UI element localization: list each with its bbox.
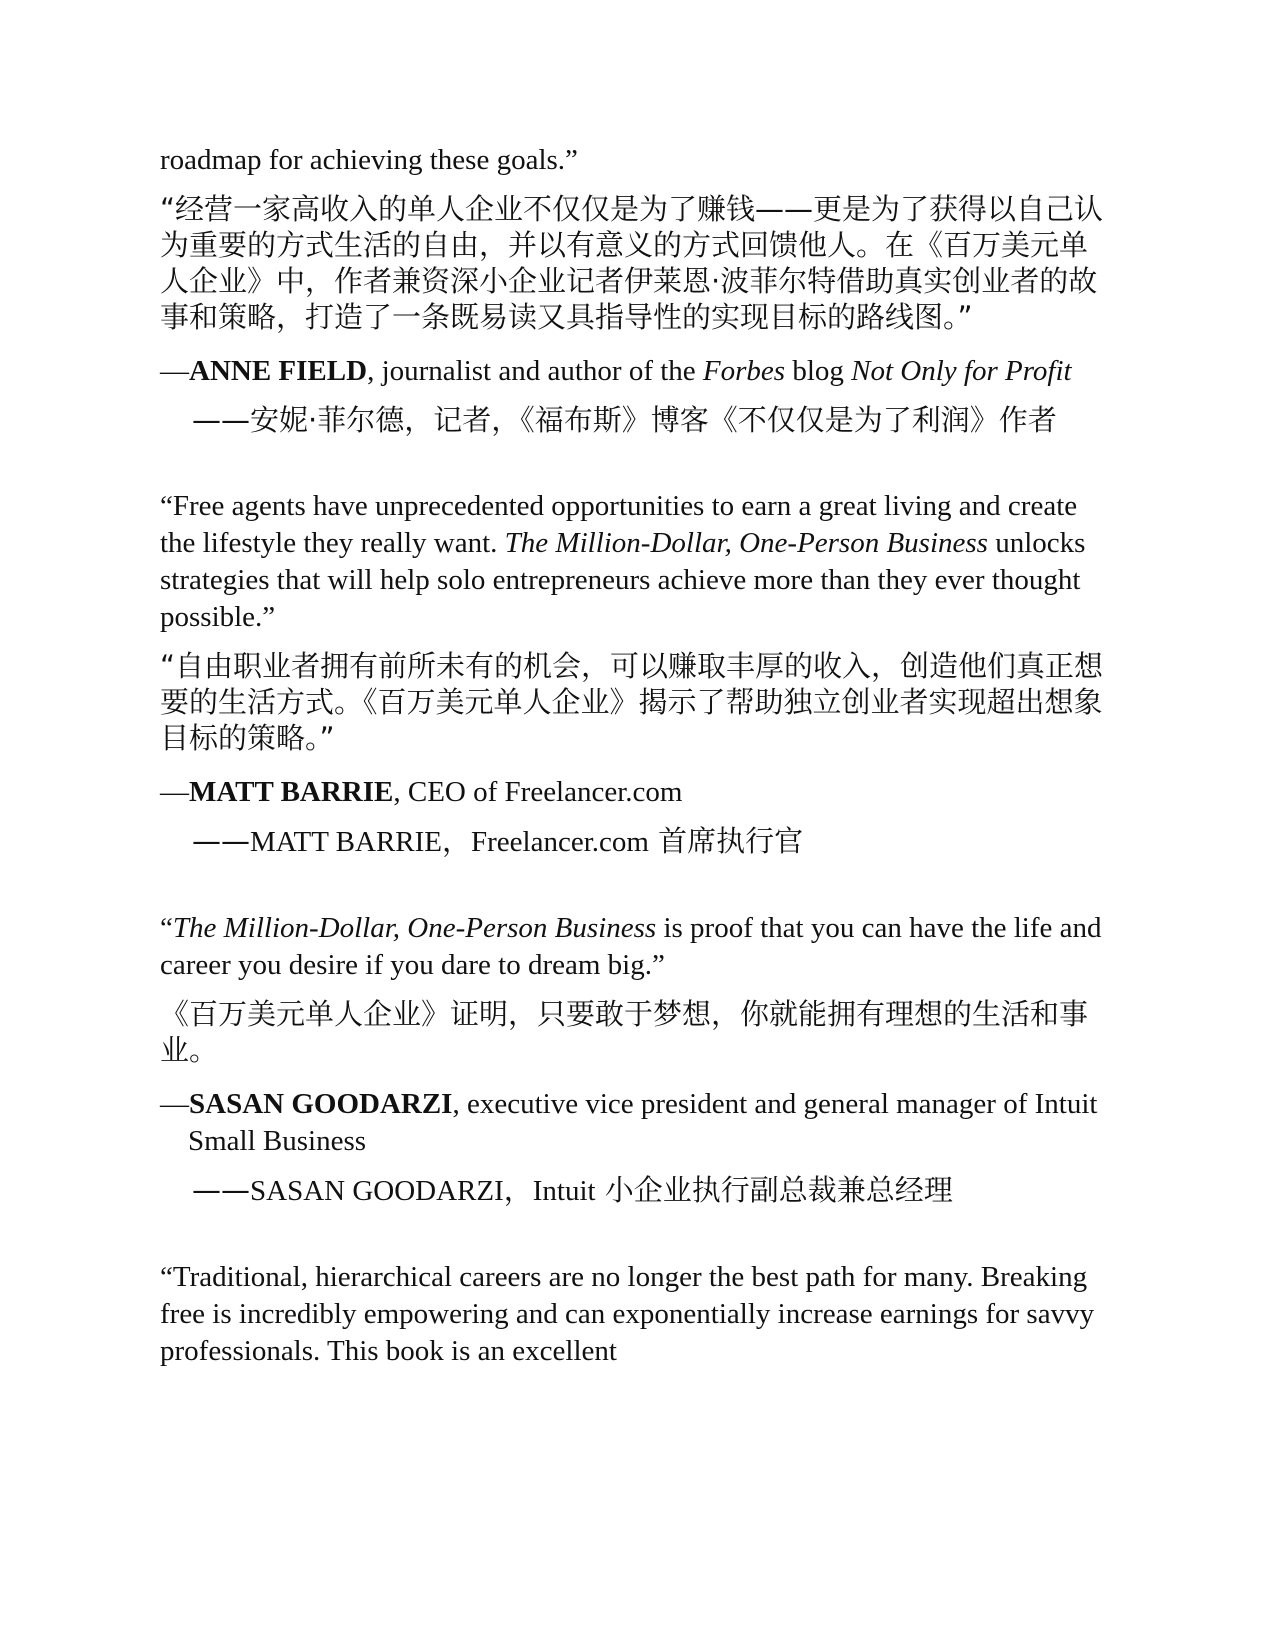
attribution-dash: —— <box>192 824 250 858</box>
attribution-latin: MATT BARRIE，Freelancer.com <box>250 826 649 858</box>
attribution-name: ANNE FIELD <box>189 355 368 387</box>
attribution-text: , CEO of Freelancer.com <box>393 776 683 808</box>
book-title: The Million-Dollar, One-Person Business <box>172 912 657 944</box>
attribution-english <box>160 774 1115 811</box>
quote-open-mark: “ <box>160 912 173 944</box>
quote-chinese: “自由职业者拥有前所未有的机会，可以赚取丰厚的收入，创造他们真正想要的生活方式。《百万美元单人企业》揭示了帮助独立创业者实现超出想象目标的策略。” <box>160 649 1104 755</box>
quote-english: “Traditional, hierarchical careers are no longer the best path for many. Breaking free is incredibly empowering and can exponentially increase earnings for savvy professionals. This book is an excellent <box>160 1261 1095 1367</box>
attribution-text: 首席执行官 <box>648 824 804 858</box>
block-spacer <box>160 860 1115 910</box>
attribution-dash: — <box>160 1088 189 1120</box>
attribution-name: MATT BARRIE <box>189 776 394 808</box>
attribution-text: , journalist and author of the <box>367 355 703 387</box>
attribution-english <box>160 1086 1115 1160</box>
attribution-english <box>160 353 1115 390</box>
attribution-italic: Forbes <box>702 355 786 387</box>
attribution-italic: Not Only for Profit <box>851 355 1072 387</box>
attribution-chinese: ——安妮·菲尔德，记者，《福布斯》博客《不仅仅是为了利润》作者 <box>192 403 1057 437</box>
attribution-dash: —— <box>192 1173 250 1207</box>
document-page <box>160 142 1115 1370</box>
attribution-chinese <box>160 823 1115 860</box>
book-title: The Million-Dollar, One-Person Business <box>504 527 988 559</box>
quote-english <box>160 910 1115 984</box>
quote-english <box>160 488 1115 636</box>
attribution-chinese <box>160 1172 1115 1209</box>
quote-english: roadmap for achieving these goals.” <box>160 144 578 176</box>
quote-text: is proof that you can have the life and career you desire if you dare to dream big.” <box>160 912 1102 981</box>
attribution-dash: — <box>160 355 189 387</box>
block-spacer <box>160 1209 1115 1259</box>
attribution-latin: SASAN GOODARZI，Intuit <box>250 1175 596 1207</box>
quote-chinese: 《百万美元单人企业》证明，只要敢于梦想，你就能拥有理想的生活和事业。 <box>160 997 1089 1067</box>
attribution-name: SASAN GOODARZI <box>189 1088 453 1120</box>
attribution-text: blog <box>785 355 852 387</box>
attribution-dash: — <box>160 776 189 808</box>
quote-text: unlocks strategies that will help solo entrepreneurs achieve more than they ever thought possible.” <box>160 527 1086 633</box>
attribution-text: 小企业执行副总裁兼总经理 <box>595 1173 953 1207</box>
quote-text: “Free agents have unprecedented opportunities to earn a great living and create the lifestyle they really want. <box>160 490 1078 559</box>
block-spacer <box>160 438 1115 488</box>
quote-chinese: “经营一家高收入的单人企业不仅仅是为了赚钱——更是为了获得以自己认为重要的方式生活的自由，并以有意义的方式回馈他人。在《百万美元单人企业》中，作者兼资深小企业记者伊莱恩·波菲尔特借助真实创业者的故事和策略，打造了一条既易读又具指导性的实现目标的路线图。” <box>160 192 1104 334</box>
attribution-text: , executive vice president and general manager of Intuit Small Business <box>188 1088 1098 1157</box>
